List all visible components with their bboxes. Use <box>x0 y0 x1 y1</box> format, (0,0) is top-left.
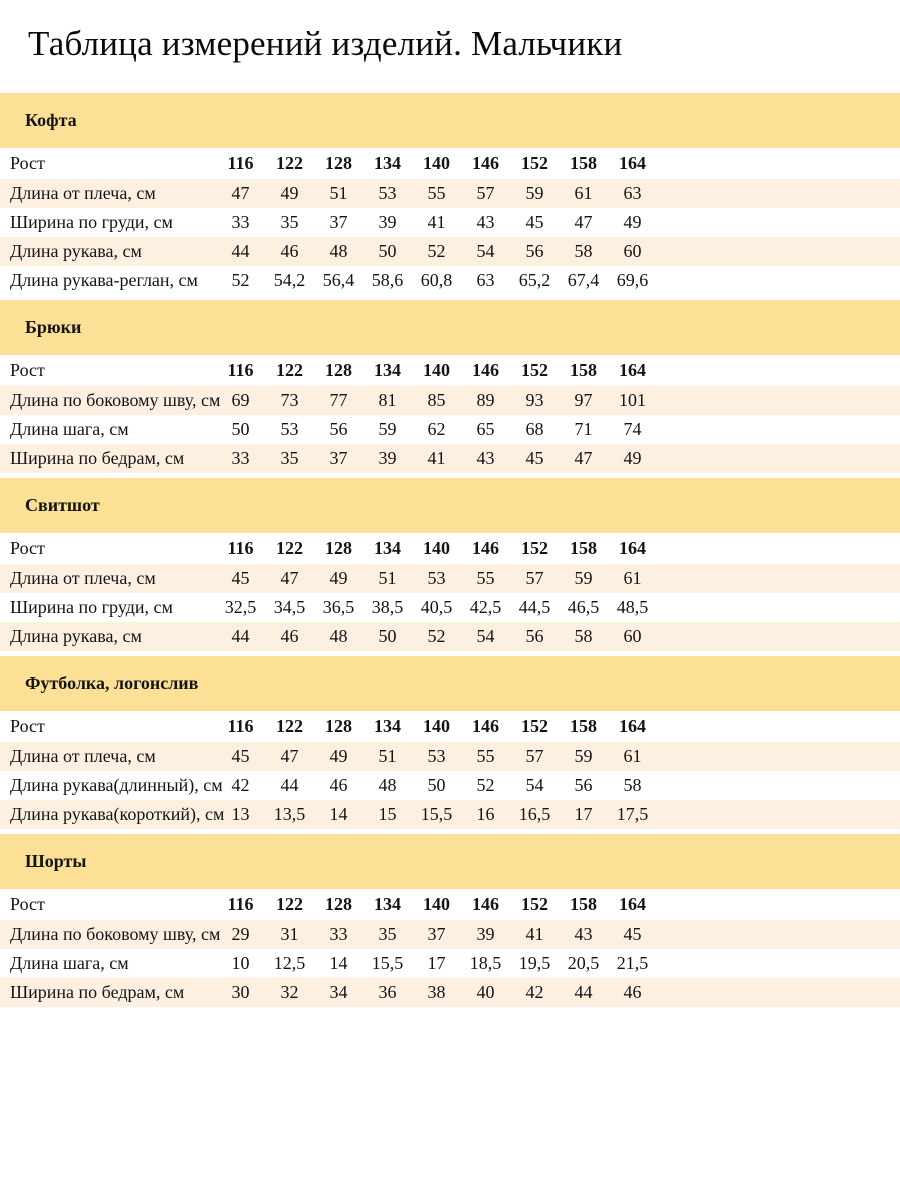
sections-container <box>0 93 900 1007</box>
measurement-value: 54 <box>525 775 544 795</box>
size-column-header: 158 <box>570 716 597 736</box>
size-column-header: 122 <box>276 538 303 558</box>
row-filler <box>657 742 900 771</box>
measurement-value: 49 <box>329 568 348 588</box>
measurement-value: 42 <box>231 775 250 795</box>
size-column-header: 152 <box>521 894 548 914</box>
measurement-value: 46,5 <box>567 597 600 617</box>
size-table <box>0 711 900 829</box>
row-filler <box>657 237 900 266</box>
measurement-value: 39 <box>476 924 495 944</box>
size-table <box>0 533 900 651</box>
measurement-value: 15,5 <box>420 804 453 824</box>
measurement-value: 43 <box>476 448 495 468</box>
measurement-row <box>0 742 900 771</box>
measurement-label: Длина от плеча, см <box>10 746 156 766</box>
size-column-header: 128 <box>325 153 352 173</box>
measurement-value: 69,6 <box>616 270 649 290</box>
measurement-value: 45 <box>231 568 250 588</box>
measurement-value: 68 <box>525 419 544 439</box>
row-filler <box>657 949 900 978</box>
measurement-value: 59 <box>574 746 593 766</box>
row-filler <box>657 533 900 564</box>
measurement-label: Ширина по бедрам, см <box>10 982 185 1002</box>
size-column-header: 116 <box>227 894 254 914</box>
measurement-value: 33 <box>231 448 250 468</box>
measurement-value: 48 <box>329 626 348 646</box>
measurement-value: 13 <box>231 804 250 824</box>
measurement-value: 49 <box>623 448 642 468</box>
size-column-header: 164 <box>619 360 646 380</box>
measurement-value: 56 <box>525 241 544 261</box>
measurement-value: 40,5 <box>420 597 453 617</box>
measurement-label: Длина от плеча, см <box>10 568 156 588</box>
row-filler <box>657 622 900 651</box>
measurement-value: 42 <box>525 982 544 1002</box>
measurement-value: 74 <box>623 419 642 439</box>
measurement-value: 46 <box>280 241 299 261</box>
measurement-row <box>0 622 900 651</box>
measurement-value: 56 <box>574 775 593 795</box>
size-column-header: 116 <box>227 716 254 736</box>
measurement-value: 93 <box>525 390 544 410</box>
measurement-value: 85 <box>427 390 446 410</box>
product-section <box>0 656 900 829</box>
size-column-header: 134 <box>374 360 401 380</box>
row-filler <box>657 208 900 237</box>
size-column-header: 140 <box>423 153 450 173</box>
size-column-header: 122 <box>276 360 303 380</box>
measurement-value: 59 <box>574 568 593 588</box>
measurement-value: 45 <box>231 746 250 766</box>
measurement-value: 49 <box>329 746 348 766</box>
row-filler <box>657 920 900 949</box>
measurement-row <box>0 444 900 473</box>
measurement-value: 47 <box>574 448 593 468</box>
measurement-value: 77 <box>329 390 348 410</box>
size-column-header: 146 <box>472 894 499 914</box>
sizes-header-row <box>0 889 900 920</box>
measurement-label: Длина шага, см <box>10 953 129 973</box>
product-section <box>0 93 900 295</box>
size-column-header: 158 <box>570 894 597 914</box>
measurement-value: 58 <box>574 241 593 261</box>
measurement-label: Длина шага, см <box>10 419 129 439</box>
measurement-value: 21,5 <box>616 953 649 973</box>
measurement-value: 57 <box>476 183 495 203</box>
measurement-value: 13,5 <box>273 804 306 824</box>
measurement-value: 63 <box>476 270 495 290</box>
measurement-value: 56,4 <box>322 270 355 290</box>
measurement-value: 73 <box>280 390 299 410</box>
measurement-label: Длина от плеча, см <box>10 183 156 203</box>
measurement-value: 55 <box>476 746 495 766</box>
size-column-header: 164 <box>619 538 646 558</box>
size-column-header: 158 <box>570 153 597 173</box>
measurement-value: 53 <box>427 568 446 588</box>
measurement-label: Длина рукава(короткий), см <box>10 804 225 824</box>
measurement-value: 62 <box>427 419 446 439</box>
measurement-value: 54 <box>476 241 495 261</box>
measurement-value: 61 <box>574 183 593 203</box>
measurement-value: 17 <box>427 953 446 973</box>
measurement-value: 43 <box>574 924 593 944</box>
size-column-header: 122 <box>276 716 303 736</box>
size-column-header: 152 <box>521 360 548 380</box>
measurement-value: 15 <box>378 804 397 824</box>
measurement-label: Длина по боковому шву, см <box>10 924 221 944</box>
measurement-value: 48 <box>329 241 348 261</box>
measurement-value: 51 <box>378 568 397 588</box>
size-column-header: 134 <box>374 153 401 173</box>
measurement-value: 53 <box>427 746 446 766</box>
measurement-value: 48 <box>378 775 397 795</box>
size-column-header: 140 <box>423 894 450 914</box>
size-column-header: 134 <box>374 538 401 558</box>
measurement-value: 10 <box>231 953 250 973</box>
measurement-value: 16 <box>476 804 495 824</box>
measurement-value: 58 <box>623 775 642 795</box>
measurement-value: 58 <box>574 626 593 646</box>
sizes-header-row <box>0 148 900 179</box>
measurement-value: 41 <box>427 448 446 468</box>
measurement-value: 44 <box>280 775 299 795</box>
measurement-value: 32 <box>280 982 299 1002</box>
measurement-value: 33 <box>231 212 250 232</box>
measurement-value: 60 <box>623 626 642 646</box>
measurement-value: 39 <box>378 448 397 468</box>
measurement-value: 38 <box>427 982 446 1002</box>
measurement-value: 44 <box>231 626 250 646</box>
section-header-band <box>0 93 900 148</box>
size-column-header: 140 <box>423 360 450 380</box>
measurement-value: 54 <box>476 626 495 646</box>
measurement-value: 53 <box>280 419 299 439</box>
measurement-value: 61 <box>623 746 642 766</box>
row-filler <box>657 148 900 179</box>
size-column-header: 158 <box>570 360 597 380</box>
row-filler <box>657 711 900 742</box>
sizes-header-label: Рост <box>10 716 45 736</box>
measurement-value: 36,5 <box>322 597 355 617</box>
size-table <box>0 889 900 1007</box>
measurement-value: 57 <box>525 568 544 588</box>
measurement-value: 65,2 <box>518 270 551 290</box>
measurement-value: 46 <box>329 775 348 795</box>
measurement-value: 45 <box>623 924 642 944</box>
measurement-value: 71 <box>574 419 593 439</box>
size-column-header: 146 <box>472 538 499 558</box>
measurement-value: 52 <box>231 270 250 290</box>
measurement-value: 47 <box>280 746 299 766</box>
measurement-value: 42,5 <box>469 597 502 617</box>
measurement-value: 17 <box>574 804 593 824</box>
measurement-value: 35 <box>280 212 299 232</box>
measurement-row <box>0 920 900 949</box>
measurement-value: 44,5 <box>518 597 551 617</box>
measurement-value: 69 <box>231 390 250 410</box>
measurement-row <box>0 564 900 593</box>
measurement-row <box>0 771 900 800</box>
row-filler <box>657 386 900 415</box>
size-column-header: 140 <box>423 538 450 558</box>
product-section <box>0 478 900 651</box>
measurement-value: 49 <box>280 183 299 203</box>
measurement-value: 14 <box>329 953 348 973</box>
measurement-value: 17,5 <box>616 804 649 824</box>
measurement-row <box>0 415 900 444</box>
size-column-header: 146 <box>472 360 499 380</box>
product-section <box>0 834 900 1007</box>
row-filler <box>657 266 900 295</box>
sizes-header-label: Рост <box>10 360 45 380</box>
page-title: Таблица измерений изделий. Мальчики <box>28 24 623 63</box>
measurement-value: 53 <box>378 183 397 203</box>
size-column-header: 122 <box>276 894 303 914</box>
measurement-value: 34,5 <box>273 597 306 617</box>
section-header-band <box>0 834 900 889</box>
measurement-value: 49 <box>623 212 642 232</box>
measurement-value: 37 <box>329 212 348 232</box>
measurement-value: 34 <box>329 982 348 1002</box>
measurement-value: 39 <box>378 212 397 232</box>
size-column-header: 134 <box>374 716 401 736</box>
measurement-value: 38,5 <box>371 597 404 617</box>
row-filler <box>657 978 900 1007</box>
size-column-header: 146 <box>472 153 499 173</box>
measurement-value: 50 <box>427 775 446 795</box>
row-filler <box>657 800 900 829</box>
size-column-header: 152 <box>521 538 548 558</box>
measurement-value: 89 <box>476 390 495 410</box>
measurement-label: Ширина по груди, см <box>10 212 173 232</box>
measurement-value: 32,5 <box>224 597 257 617</box>
section-header-band <box>0 656 900 711</box>
size-column-header: 122 <box>276 153 303 173</box>
measurement-label: Длина рукава-реглан, см <box>10 270 198 290</box>
measurement-value: 41 <box>427 212 446 232</box>
measurement-value: 46 <box>623 982 642 1002</box>
measurement-label: Ширина по бедрам, см <box>10 448 185 468</box>
measurement-value: 55 <box>476 568 495 588</box>
measurement-value: 51 <box>329 183 348 203</box>
row-filler <box>657 564 900 593</box>
size-column-header: 158 <box>570 538 597 558</box>
size-column-header: 128 <box>325 894 352 914</box>
measurement-value: 60,8 <box>420 270 453 290</box>
measurement-value: 56 <box>329 419 348 439</box>
measurement-value: 45 <box>525 448 544 468</box>
measurement-value: 52 <box>427 626 446 646</box>
size-column-header: 134 <box>374 894 401 914</box>
measurement-row <box>0 593 900 622</box>
measurement-value: 47 <box>574 212 593 232</box>
row-filler <box>657 415 900 444</box>
measurement-value: 55 <box>427 183 446 203</box>
measurement-value: 52 <box>427 241 446 261</box>
row-filler <box>657 444 900 473</box>
section-title: Кофта <box>25 110 77 130</box>
measurement-value: 44 <box>574 982 593 1002</box>
measurement-value: 57 <box>525 746 544 766</box>
measurement-row <box>0 978 900 1007</box>
size-column-header: 164 <box>619 153 646 173</box>
measurement-value: 51 <box>378 746 397 766</box>
sizes-header-label: Рост <box>10 153 45 173</box>
measurement-value: 97 <box>574 390 593 410</box>
measurement-value: 48,5 <box>616 597 649 617</box>
measurement-label: Длина рукава, см <box>10 626 142 646</box>
size-column-header: 116 <box>227 538 254 558</box>
row-filler <box>657 355 900 386</box>
measurement-value: 50 <box>378 241 397 261</box>
measurement-value: 37 <box>427 924 446 944</box>
size-table <box>0 148 900 295</box>
measurement-value: 65 <box>476 419 495 439</box>
measurement-value: 50 <box>378 626 397 646</box>
size-column-header: 146 <box>472 716 499 736</box>
measurement-value: 16,5 <box>518 804 551 824</box>
row-filler <box>657 771 900 800</box>
measurement-value: 19,5 <box>518 953 551 973</box>
measurement-value: 41 <box>525 924 544 944</box>
section-title: Футболка, логонслив <box>25 673 199 693</box>
size-column-header: 140 <box>423 716 450 736</box>
measurement-value: 44 <box>231 241 250 261</box>
measurement-value: 20,5 <box>567 953 600 973</box>
size-column-header: 128 <box>325 360 352 380</box>
size-column-header: 116 <box>227 153 254 173</box>
sizes-header-row <box>0 711 900 742</box>
size-column-header: 164 <box>619 716 646 736</box>
measurement-label: Длина по боковому шву, см <box>10 390 221 410</box>
measurement-value: 36 <box>378 982 397 1002</box>
measurement-row <box>0 266 900 295</box>
measurement-value: 37 <box>329 448 348 468</box>
size-column-header: 128 <box>325 716 352 736</box>
section-title: Свитшот <box>25 495 100 515</box>
measurement-label: Длина рукава, см <box>10 241 142 261</box>
sizes-header-label: Рост <box>10 538 45 558</box>
row-filler <box>657 593 900 622</box>
measurement-value: 29 <box>231 924 250 944</box>
measurement-row <box>0 949 900 978</box>
size-column-header: 116 <box>227 360 254 380</box>
section-title: Шорты <box>25 851 87 871</box>
row-filler <box>657 889 900 920</box>
measurement-value: 31 <box>280 924 299 944</box>
measurement-value: 35 <box>378 924 397 944</box>
measurement-value: 33 <box>329 924 348 944</box>
measurement-value: 56 <box>525 626 544 646</box>
size-column-header: 152 <box>521 716 548 736</box>
measurement-value: 59 <box>378 419 397 439</box>
sizes-header-row <box>0 533 900 564</box>
measurement-value: 30 <box>231 982 250 1002</box>
measurement-row <box>0 237 900 266</box>
measurement-value: 59 <box>525 183 544 203</box>
section-header-band <box>0 478 900 533</box>
measurement-row <box>0 179 900 208</box>
measurement-value: 58,6 <box>371 270 404 290</box>
measurement-value: 101 <box>619 390 646 410</box>
sizes-header-row <box>0 355 900 386</box>
measurement-label: Ширина по груди, см <box>10 597 173 617</box>
size-column-header: 164 <box>619 894 646 914</box>
measurement-value: 15,5 <box>371 953 404 973</box>
size-column-header: 152 <box>521 153 548 173</box>
measurement-value: 81 <box>378 390 397 410</box>
measurement-value: 54,2 <box>273 270 306 290</box>
measurement-value: 61 <box>623 568 642 588</box>
measurement-value: 40 <box>476 982 495 1002</box>
measurement-value: 52 <box>476 775 495 795</box>
section-title: Брюки <box>25 317 82 337</box>
product-section <box>0 300 900 473</box>
measurement-value: 46 <box>280 626 299 646</box>
section-header-band <box>0 300 900 355</box>
measurement-row <box>0 386 900 415</box>
row-filler <box>657 179 900 208</box>
measurement-value: 14 <box>329 804 348 824</box>
size-table <box>0 355 900 473</box>
measurement-value: 47 <box>280 568 299 588</box>
measurement-value: 63 <box>623 183 642 203</box>
measurement-value: 50 <box>231 419 250 439</box>
sizes-header-label: Рост <box>10 894 45 914</box>
measurement-value: 18,5 <box>469 953 502 973</box>
measurement-row <box>0 208 900 237</box>
size-column-header: 128 <box>325 538 352 558</box>
measurement-label: Длина рукава(длинный), см <box>10 775 223 795</box>
measurement-value: 67,4 <box>567 270 600 290</box>
measurement-value: 60 <box>623 241 642 261</box>
measurement-value: 35 <box>280 448 299 468</box>
measurement-value: 12,5 <box>273 953 306 973</box>
measurement-value: 43 <box>476 212 495 232</box>
measurement-row <box>0 800 900 829</box>
measurement-value: 47 <box>231 183 250 203</box>
measurement-value: 45 <box>525 212 544 232</box>
